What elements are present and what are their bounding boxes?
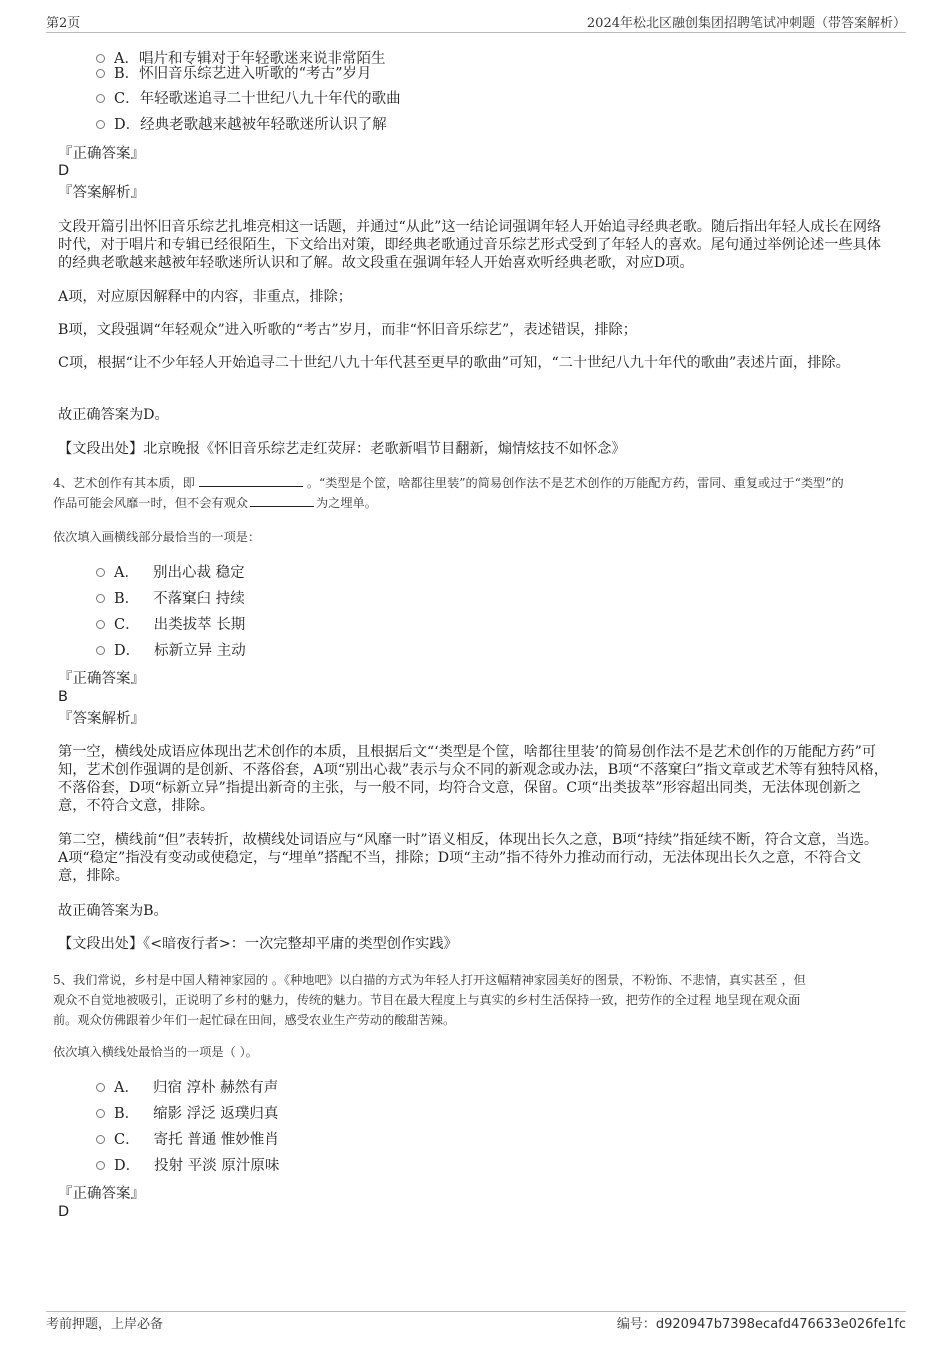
radio-icon[interactable] bbox=[96, 646, 105, 655]
document-code: 编号：d920947b7398ecafd476633e026fe1fc bbox=[616, 1317, 906, 1332]
radio-icon[interactable] bbox=[96, 69, 105, 78]
header-divider bbox=[46, 32, 906, 33]
q5-option-c[interactable]: C． 寄托 普通 惟妙惟肖 bbox=[96, 1130, 279, 1150]
radio-icon[interactable] bbox=[96, 120, 105, 129]
q3-answer-label: 『正确答案』 bbox=[58, 146, 145, 162]
footer-divider bbox=[46, 1311, 906, 1312]
page-number: 第2页 bbox=[46, 16, 81, 31]
q4-instruction: 依次填入画横线部分最恰当的一项是： bbox=[53, 530, 261, 544]
q4-answer: B bbox=[58, 689, 68, 705]
q3-option-d[interactable]: D．经典老歌越来越被年轻歌迷所认识了解 bbox=[96, 115, 387, 135]
q3-analysis-paragraph: C项，根据“让不少年轻人开始追寻二十世纪八九十年代甚至更早的歌曲”可知，“二十世纪八九十年代的歌曲”表述片面，排除。 bbox=[58, 355, 850, 371]
radio-icon[interactable] bbox=[96, 1083, 105, 1092]
q5-stem: 5、我们常说，乡村是中国人精神家园的 。《种地吧》以白描的方式为年轻人打开这幅精神家园美好的图景，不粉饰、不悲情，真实甚至 ，但 观众不自觉地被吸引，正说明了乡村的魅力，传统的魅力。节目在最大程度上与真实的乡村生活保持一致，把劳作的全过程 地呈现在观众面 前。观众仿佛跟着少年们一起忙碌在田间，感受农业生产劳动的酸甜苦辣。 bbox=[53, 973, 806, 1027]
radio-icon[interactable] bbox=[96, 1109, 105, 1118]
q4-analysis-paragraph: 第二空，横线前“但”表转折，故横线处词语应与“风靡一时”语义相反，体现出长久之意，B项“持续”指延续不断，符合文意，当选。A项“稳定”指没有变动或使稳定，与“埋单”搭配不当，排除；D项“主动”指不待外力推动而行动，无法体现出长久之意，不符合文意，排除。 bbox=[58, 832, 879, 884]
q4-source: 【文段出处】《<暗夜行者>：一次完整却平庸的类型创作实践》 bbox=[58, 936, 458, 952]
footer-slogan: 考前押题，上岸必备 bbox=[46, 1317, 164, 1332]
q5-answer: D bbox=[58, 1204, 70, 1220]
radio-icon[interactable] bbox=[96, 568, 105, 577]
page-footer bbox=[46, 1313, 906, 1333]
q5-instruction: 依次填入横线处最恰当的一项是（ ）。 bbox=[53, 1045, 258, 1059]
document-title: 2024年松北区融创集团招聘笔试冲刺题（带答案解析） bbox=[586, 16, 906, 31]
q5-answer-label: 『正确答案』 bbox=[58, 1186, 145, 1202]
q4-option-c[interactable]: C． 出类拔萃 长期 bbox=[96, 615, 245, 635]
q3-option-c[interactable]: C．年轻歌迷追寻二十世纪八九十年代的歌曲 bbox=[96, 89, 401, 109]
q4-analysis-label: 『答案解析』 bbox=[58, 711, 145, 727]
q3-analysis-paragraph: A项，对应原因解释中的内容，非重点，排除； bbox=[58, 289, 352, 305]
fill-blank bbox=[199, 474, 303, 487]
q4-analysis-paragraph: 第一空，横线处成语应体现出艺术创作的本质，且根据后文“‘类型是个筐，啥都往里装’的简易创作法不是艺术创作的万能配方药”可知，艺术创作强调的是创新、不落俗套，A项“别出心裁”表示与众不同的新观念或办法，B项“不落窠臼”指文章或艺术等有独特风格，不落俗套，D项“标新立异”指提出新奇的主张，与一般不同，均符合文意，保留。C项“出类拔萃”形容超出同类，无法体现创新之意，不符合文意，排除。 bbox=[58, 744, 889, 814]
q5-option-d[interactable]: D． 投射 平淡 原汁原味 bbox=[96, 1156, 279, 1176]
q4-option-b[interactable]: B． 不落窠臼 持续 bbox=[96, 589, 245, 609]
radio-icon[interactable] bbox=[96, 1161, 105, 1170]
q3-analysis-label: 『答案解析』 bbox=[58, 185, 145, 201]
q4-option-a[interactable]: A． 别出心裁 稳定 bbox=[96, 563, 245, 583]
q3-option-b[interactable]: B．怀旧音乐综艺进入听歌的“考古”岁月 bbox=[96, 64, 371, 84]
q3-analysis-paragraph: 文段开篇引出怀旧音乐综艺扎堆亮相这一话题，并通过“从此”这一结论词强调年轻人开始追寻经典老歌。随后指出年轻人成长在网络时代，对于唱片和专辑已经很陌生，下文给出对策，即经典老歌通过音乐综艺形式受到了年轻人的喜欢。尾句通过举例论述一些具体的经典老歌越来越被年轻歌迷所认识和了解。故文段重在强调年轻人开始喜欢听经典老歌，对应D项。 bbox=[58, 219, 882, 271]
radio-icon[interactable] bbox=[96, 54, 105, 63]
q5-option-a[interactable]: A． 归宿 淳朴 赫然有声 bbox=[96, 1078, 278, 1098]
radio-icon[interactable] bbox=[96, 1135, 105, 1144]
q4-option-d[interactable]: D． 标新立异 主动 bbox=[96, 641, 246, 661]
q5-option-b[interactable]: B． 缩影 浮泛 返璞归真 bbox=[96, 1104, 278, 1124]
q3-answer: D bbox=[58, 163, 70, 179]
radio-icon[interactable] bbox=[96, 620, 105, 629]
radio-icon[interactable] bbox=[96, 594, 105, 603]
q4-analysis-conclusion: 故正确答案为B。 bbox=[58, 903, 168, 919]
fill-blank bbox=[250, 494, 314, 507]
q3-source: 【文段出处】北京晚报《怀旧音乐综艺走红荧屏：老歌新唱节目翻新，煽情炫技不如怀念》 bbox=[58, 441, 626, 457]
q4-stem: 4、艺术创作有其本质，即 。“类型是个筐，啥都往里装”的简易创作法不是艺术创作的万能配方药，雷同、重复或过于“类型”的 作品可能会风靡一时，但不会有观众 为之埋单。 bbox=[53, 476, 844, 510]
page-header bbox=[46, 12, 906, 32]
q4-answer-label: 『正确答案』 bbox=[58, 671, 145, 687]
q3-analysis-paragraph: B项，文段强调“年轻观众”进入听歌的“考古”岁月，而非“怀旧音乐综艺”，表述错误，排除； bbox=[58, 322, 637, 338]
q3-option-a[interactable]: A．唱片和专辑对于年轻歌迷来说非常陌生 bbox=[96, 49, 385, 69]
radio-icon[interactable] bbox=[96, 94, 105, 103]
q3-analysis-conclusion: 故正确答案为D。 bbox=[58, 407, 169, 423]
